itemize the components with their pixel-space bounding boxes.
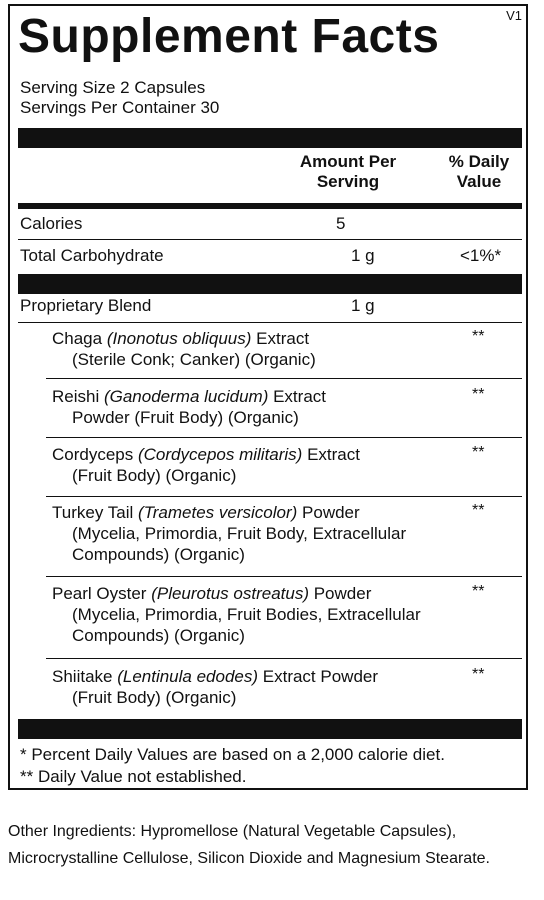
ingredient-pearl-oyster: Pearl Oyster (Pleurotus ostreatus) Powder (Mycelia, Primordia, Fruit Bodies, Extracellular Compounds) (Organic)	[52, 584, 421, 645]
servings-per-container: Servings Per Container 30	[20, 98, 220, 117]
ingredient-dv: **	[472, 583, 485, 600]
row-divider	[46, 576, 522, 577]
ingredient-dv: **	[472, 502, 485, 519]
ingredient-chaga: Chaga (Inonotus obliquus) Extract (Sterile Conk; Canker) (Organic)	[52, 329, 316, 369]
footnote-dv-not-established: ** Daily Value not established.	[20, 767, 247, 786]
row-carbohydrate-amount: 1 g	[351, 246, 375, 265]
footnote-percent-dv: * Percent Daily Values are based on a 2,000 calorie diet.	[20, 745, 445, 764]
row-carbohydrate-dv: <1%*	[460, 246, 502, 265]
ingredient-reishi: Reishi (Ganoderma lucidum) Extract Powder (Fruit Body) (Organic)	[52, 387, 326, 427]
row-divider	[46, 496, 522, 497]
row-divider	[46, 378, 522, 379]
ingredient-cordyceps: Cordyceps (Cordycepos militaris) Extract (Fruit Body) (Organic)	[52, 445, 360, 485]
ingredient-dv: **	[472, 386, 485, 403]
thick-divider	[18, 128, 522, 148]
ingredient-turkey-tail: Turkey Tail (Trametes versicolor) Powder (Mycelia, Primordia, Fruit Body, Extracellular Compounds) (Organic)	[52, 503, 407, 564]
header-divider	[18, 203, 522, 209]
row-divider	[18, 239, 522, 240]
ingredient-dv: **	[472, 444, 485, 461]
amount-per-serving-header: Amount Per Serving	[299, 152, 397, 191]
version-label: V1	[506, 8, 522, 23]
row-divider	[18, 322, 522, 323]
row-blend-amount: 1 g	[351, 296, 375, 315]
other-ingredients: Other Ingredients: Hypromellose (Natural Vegetable Capsules), Microcrystalline Cellulose, Silicon Dioxide and Magnesium Stearate.	[8, 823, 490, 867]
ingredient-dv: **	[472, 328, 485, 345]
thick-divider	[18, 274, 522, 294]
ingredient-shiitake: Shiitake (Lentinula edodes) Extract Powder (Fruit Body) (Organic)	[52, 667, 379, 707]
row-divider	[46, 658, 522, 659]
row-carbohydrate-name: Total Carbohydrate	[20, 246, 164, 265]
row-blend-name: Proprietary Blend	[20, 296, 152, 315]
serving-size: Serving Size 2 Capsules	[20, 78, 206, 97]
row-calories-amount: 5	[336, 214, 346, 233]
thick-divider	[18, 719, 522, 739]
panel-title: Supplement Facts	[18, 10, 440, 63]
daily-value-header: % Daily Value	[448, 152, 510, 191]
supplement-facts-panel	[8, 4, 528, 790]
ingredient-dv: **	[472, 666, 485, 683]
row-divider	[46, 437, 522, 438]
row-calories-name: Calories	[20, 214, 83, 233]
